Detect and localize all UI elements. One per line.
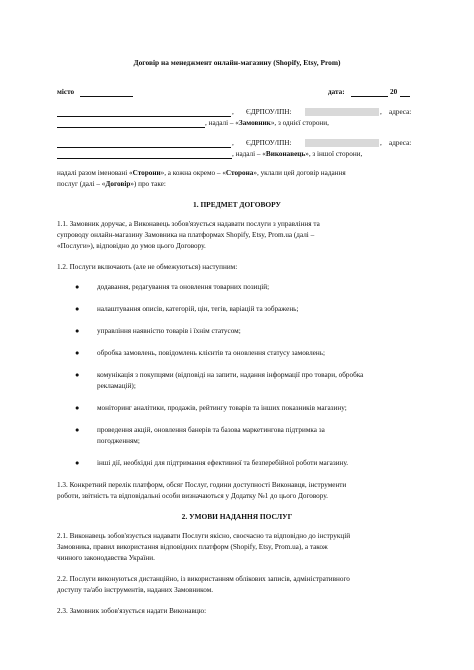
bullet-icon: ● bbox=[75, 349, 80, 357]
city-blank[interactable] bbox=[80, 96, 133, 97]
bullet-icon: ● bbox=[75, 327, 80, 335]
clause-1-1-line-2: супроводу онлайн-магазину Замовника на платформах Shopify, Etsy, Prom.ua (далі – bbox=[57, 231, 315, 239]
clause-1-2: 1.2. Послуги включають (але не обмежуються) наступним: bbox=[57, 263, 238, 271]
list-item: додавання, редагування та оновлення товарних позицій; bbox=[97, 283, 270, 291]
contractor-address-label: адреса: bbox=[389, 139, 412, 147]
bullet-icon: ● bbox=[75, 426, 80, 434]
clause-2-2-line-2: доступу та/або інструментів, наданих Замовником. bbox=[57, 586, 214, 594]
customer-role-line: , надалі – «Замовник», з однієї сторони, bbox=[205, 119, 329, 127]
customer-edrpou-label: ЄДРПОУ/ІПН: bbox=[246, 108, 292, 116]
clause-2-1-line-2: Замовника, правил використання відповідних платформ (Shopify, Etsy, Prom.ua), а також bbox=[57, 543, 328, 551]
bullet-icon: ● bbox=[75, 283, 80, 291]
clause-2-1-line-1: 2.1. Виконавець зобов'язується надавати Послуги якісно, своєчасно та відповідно до інструкцій bbox=[57, 532, 351, 540]
bullet-icon: ● bbox=[75, 459, 80, 467]
customer-edrpou-field[interactable] bbox=[305, 108, 379, 116]
contractor-edrpou-label: ЄДРПОУ/ІПН: bbox=[246, 139, 292, 147]
contractor-name-blank[interactable] bbox=[57, 147, 231, 148]
clause-1-3-line-2: роботи, звітність та відповідальні особи визначаються у Додатку №1 до цього Договору. bbox=[57, 492, 328, 500]
document-title: Договір на менеджмент онлайн-магазину (Shopify, Etsy, Prom) bbox=[133, 58, 341, 67]
clause-1-1-line-1: 1.1. Замовник доручає, а Виконавець зобов'язується надавати послуги з управління та bbox=[57, 220, 320, 228]
intro-line-1: надалі разом іменовані «Сторони», а кожна окремо – «Сторона», уклали цей договір надання bbox=[57, 169, 346, 177]
list-item: налаштування описів, категорій, цін, тегів, варіацій та зображень; bbox=[97, 305, 299, 313]
document-page: Договір на менеджмент онлайн-магазину (Shopify, Etsy, Prom) місто дата: 20 , ЄДРПОУ/ІПН: , адреса: , надалі – «Замовник», з однієї сторони, , ЄДРПОУ/ІПН: , адреса: , надалі – «Виконавець», з іншої сторони, надалі разом іменовані «Сторони», а кожна окремо – «Сторона», уклали цей договір надання послуг (далі – «Договір») про таке: 1. ПРЕДМЕТ ДОГОВОРУ 1.1. Замовник доручає, а Виконавець зобов'язується надавати послуги з управління та супроводу онлайн-магазину Замовника на платформах Shopify, Etsy, Prom.ua (далі – «Послуги»), відповідно до умов цього Договору. 1.2. Послуги включають (але не обмежуються) наступним: ● додавання, редагування та оновлення товарних позицій; ● налаштування описів, категорій, цін, тегів, варіацій та зображень; ● управління наявністю товарів і їхнім статусом; ● обробка замовлень, повідомлень клієнтів та оновлення статусу замовлень; ● комунікація з покупцями (відповіді на запити, надання інформації про товари, обробка рекламацій); ● моніторинг аналітики, продажів, рейтингу товарів та інших показників магазину; ● проведення акцій, оновлення банерів та базова маркетингова підтримка за погодженням; ● інші дії, необхідні для підтримання ефективної та безперебійної роботи магазину. 1.3. Конкретний перелік платформ, обсяг Послуг, години доступності Виконавця, інструменти роботи, звітність та відповідальні особи визначаються у Додатку №1 до цього Договору. 2. УМОВИ НАДАННЯ ПОСЛУГ 2.1. Виконавець зобов'язується надавати Послуги якісно, своєчасно та відповідно до інструкцій Замовника, правил використання відповідних платформ (Shopify, Etsy, Prom.ua), а також чинного законодавства України. 2.2. Послуги виконуються дистанційно, із використанням облікових записів, адміністративного доступу та/або інструментів, наданих Замовником. 2.3. Замовник зобов'язується надати Виконавцю: bbox=[0, 0, 474, 670]
contractor-role-line: , надалі – «Виконавець», з іншої сторони, bbox=[232, 150, 363, 158]
contractor-address-blank[interactable] bbox=[57, 158, 232, 159]
list-item: моніторинг аналітики, продажів, рейтингу товарів та інших показників магазину; bbox=[97, 404, 347, 412]
list-item-continuation: погодженням; bbox=[97, 437, 140, 445]
bullet-icon: ● bbox=[75, 305, 80, 313]
list-item-continuation: рекламацій); bbox=[97, 382, 136, 390]
contractor-edrpou-field[interactable] bbox=[305, 139, 379, 147]
section-2-heading: 2. УМОВИ НАДАННЯ ПОСЛУГ bbox=[181, 512, 293, 521]
clause-2-1-line-3: чинного законодавства України. bbox=[57, 554, 155, 562]
customer-address-label: адреса: bbox=[389, 108, 412, 116]
date-label: дата: bbox=[328, 88, 345, 96]
city-label: місто bbox=[57, 88, 75, 96]
customer-address-blank[interactable] bbox=[57, 127, 205, 128]
list-item: обробка замовлень, повідомлень клієнтів та оновлення статусу замовлень; bbox=[97, 349, 325, 357]
clause-2-2-line-1: 2.2. Послуги виконуються дистанційно, із використанням облікових записів, адміністративного bbox=[57, 575, 350, 583]
clause-1-3-line-1: 1.3. Конкретний перелік платформ, обсяг Послуг, години доступності Виконавця, інструменти bbox=[57, 481, 347, 489]
date-blank[interactable] bbox=[351, 96, 388, 97]
year-prefix: 20 bbox=[390, 88, 398, 96]
list-item: управління наявністю товарів і їхнім статусом; bbox=[97, 327, 241, 335]
year-blank[interactable] bbox=[400, 96, 410, 97]
clause-2-3: 2.3. Замовник зобов'язується надати Виконавцю: bbox=[57, 607, 207, 615]
list-item: інші дії, необхідні для підтримання ефективної та безперебійної роботи магазину. bbox=[97, 459, 349, 467]
clause-1-1-line-3: «Послуги»), відповідно до умов цього Договору. bbox=[57, 242, 206, 250]
customer-name-blank[interactable] bbox=[57, 116, 231, 117]
bullet-icon: ● bbox=[75, 371, 80, 379]
list-item: комунікація з покупцями (відповіді на запити, надання інформації про товари, обробка bbox=[97, 371, 364, 379]
intro-line-2: послуг (далі – «Договір») про таке: bbox=[57, 180, 166, 188]
section-1-heading: 1. ПРЕДМЕТ ДОГОВОРУ bbox=[193, 200, 281, 209]
bullet-icon: ● bbox=[75, 404, 80, 412]
list-item: проведення акцій, оновлення банерів та базова маркетингова підтримка за bbox=[97, 426, 325, 434]
